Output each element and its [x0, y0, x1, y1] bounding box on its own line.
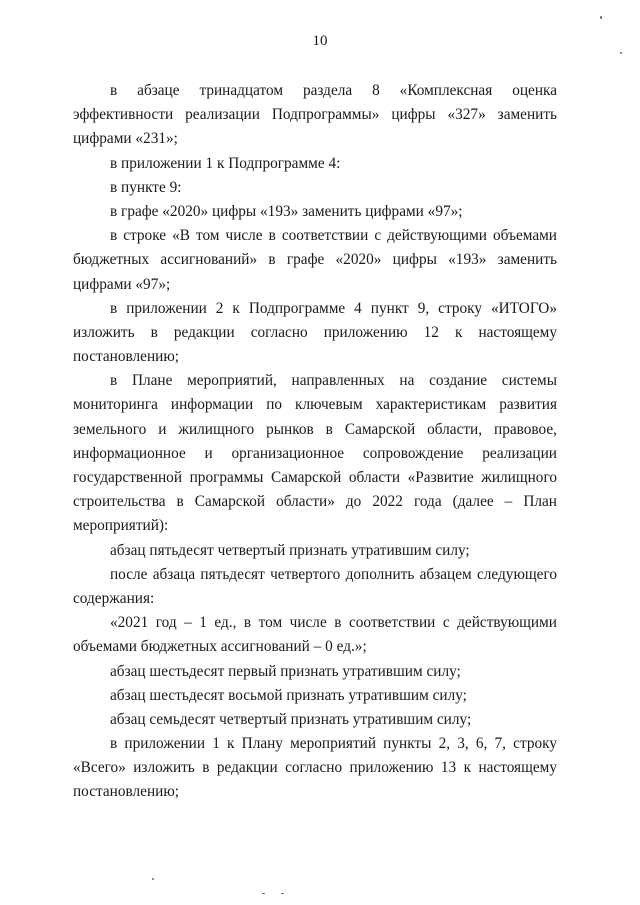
- paragraph: [73, 732, 557, 805]
- paragraph: [73, 79, 557, 152]
- scan-speck: [152, 878, 154, 880]
- text-line: цифрами «97»;: [73, 275, 171, 293]
- text-line: строительства в Самарской области» до 2022 года (далее – План: [73, 493, 557, 511]
- paragraph: [73, 297, 557, 370]
- paragraph: [73, 176, 557, 200]
- text-line: цифрами «231»;: [73, 130, 178, 148]
- scan-speck: [262, 893, 265, 894]
- paragraph: [73, 611, 557, 659]
- paragraph: [73, 684, 557, 708]
- text-line: государственной программы Самарской области «Развитие жилищного: [73, 469, 557, 486]
- text-line: постановлению;: [73, 783, 179, 801]
- text-line: в пункте 9:: [110, 178, 182, 196]
- text-line: бюджетных ассигнований» в графе «2020» цифры «193» заменить: [73, 251, 557, 269]
- page-number: 10: [312, 33, 328, 49]
- paragraph: [73, 369, 557, 538]
- text-line: абзац шестьдесят восьмой признать утратившим силу;: [110, 686, 467, 704]
- text-line: информационное и организационное сопровождение реализации: [73, 444, 557, 462]
- text-line: мониторинга информации по ключевым характеристикам развития: [73, 396, 557, 414]
- paragraph: [73, 660, 557, 684]
- paragraph: [73, 200, 557, 224]
- paragraph: [73, 152, 557, 176]
- text-line: земельного и жилищного рынков в Самарской области, правовое,: [73, 420, 557, 438]
- text-line: «Всего» изложить в редакции согласно приложению 13 к настоящему: [73, 759, 557, 777]
- paragraph: [73, 224, 557, 297]
- text-line: изложить в редакции согласно приложению 12 к настоящему: [73, 323, 557, 341]
- text-line: в приложении 1 к Плану мероприятий пункты 2, 3, 6, 7, строку: [110, 735, 557, 753]
- text-line: абзац шестьдесят первый признать утратившим силу;: [110, 662, 461, 680]
- text-line: эффективности реализации Подпрограммы» цифры «327» заменить: [73, 106, 557, 124]
- text-line: постановлению;: [73, 348, 179, 366]
- text-line: в абзаце тринадцатом раздела 8 «Комплексная оценка: [110, 82, 557, 99]
- document-body: [73, 79, 557, 805]
- paragraph: [73, 563, 557, 611]
- scan-speck: [620, 52, 622, 54]
- text-line: «2021 год – 1 ед., в том числе в соответствии с действующими: [110, 614, 557, 632]
- text-line: в графе «2020» цифры «193» заменить цифрами «97»;: [110, 202, 463, 220]
- text-line: объемами бюджетных ассигнований – 0 ед.»;: [73, 638, 367, 656]
- text-line: в строке «В том числе в соответствии с действующими объемами: [110, 227, 557, 245]
- paragraph: [73, 708, 557, 732]
- text-line: после абзаца пятьдесят четвертого дополнить абзацем следующего: [110, 565, 557, 583]
- text-line: абзац пятьдесят четвертый признать утратившим силу;: [110, 541, 470, 559]
- scan-speck: [600, 16, 602, 19]
- text-line: в Плане мероприятий, направленных на создание системы: [110, 372, 557, 390]
- text-line: мероприятий):: [73, 517, 169, 535]
- scan-speck: [281, 893, 284, 894]
- text-line: в приложении 1 к Подпрограмме 4:: [110, 154, 341, 172]
- paragraph: [73, 539, 557, 563]
- text-line: абзац семьдесят четвертый признать утратившим силу;: [110, 710, 472, 728]
- text-line: в приложении 2 к Подпрограмме 4 пункт 9, строку «ИТОГО»: [110, 299, 557, 317]
- text-line: содержания:: [73, 589, 155, 607]
